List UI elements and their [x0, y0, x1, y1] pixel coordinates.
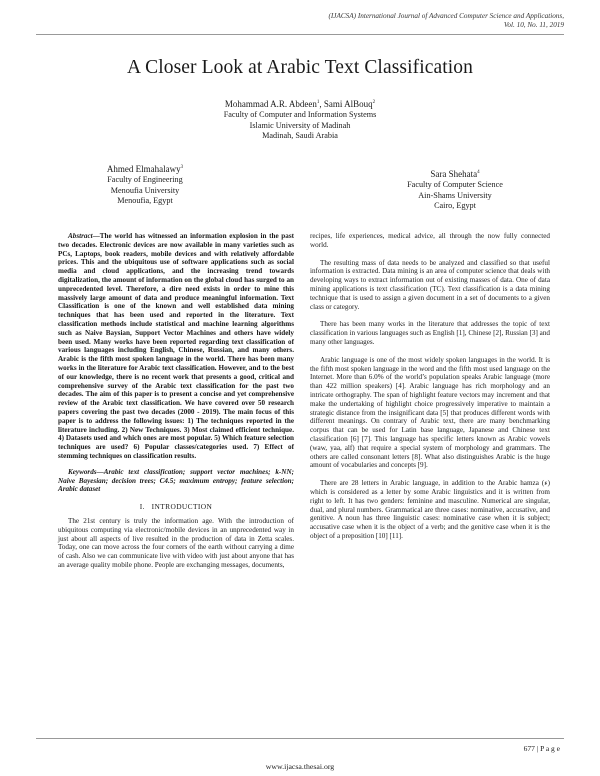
author-sup-4: 4: [477, 170, 480, 175]
author-name-3: Ahmed Elmahalawy: [106, 164, 181, 174]
affiliation-line: Faculty of Engineering: [107, 175, 183, 184]
footer-rule: [36, 738, 564, 739]
right-paragraph-2: There has been many works in the literature that addresses the topic of text classification in various languages such as English [1], Chinese [2], Russian [3] and many other languages.: [310, 320, 550, 346]
right-column: [310, 232, 550, 541]
right-paragraph-0: recipes, life experiences, medical advice, all through the now fully connected world.: [310, 232, 550, 249]
author-name-4: Sara Shehata: [430, 169, 478, 179]
section-number: I.: [139, 502, 145, 512]
keywords: Keywords—Arabic text classification; support vector machines; k-NN; Naive Bayesian; decision trees; C4.5; maximum entropy; feature selection; Arabic dataset: [58, 467, 294, 494]
affiliation-line: Faculty of Computer and Information Systems: [223, 110, 377, 119]
journal-header: [329, 12, 564, 30]
affiliation-line: Menoufia, Egypt: [117, 196, 173, 205]
paper-title: A Closer Look at Arabic Text Classification: [127, 57, 473, 78]
author-sup-3: 3: [180, 165, 184, 170]
affiliation-line: Islamic University of Madinah: [249, 120, 351, 130]
author-sup-1: 1: [316, 100, 320, 105]
author-name-4-line: [370, 168, 540, 180]
author-name-1: Mohammad A.R. Abdeen: [224, 99, 317, 109]
intro-paragraph-1: The 21st century is truly the information age. With the introduction of ubiquitous computing via electronic/mobile devices in an unprecedented way in just about all aspects of live resulted in the production of data in Zetta scales. Today, one can move across the four corners of the earth without carrying a dime of cash. Also we can communicate live with video with just about anyone that has an average quality mobile phone. People are exchanging messages, documents,: [58, 516, 294, 569]
abstract: [58, 232, 294, 461]
affiliation-line: Menoufia University: [110, 185, 180, 195]
author-block-right: [370, 168, 540, 212]
journal-header-line1: (IJACSA) International Journal of Advanced Computer Science and Applications,: [328, 12, 564, 20]
section-heading: [58, 503, 294, 512]
author-block-main: [0, 98, 600, 142]
author-name-2: , Sami AlBouq: [319, 99, 373, 109]
author-block-left: [60, 163, 230, 207]
abstract-lead: Abstract: [68, 232, 93, 240]
right-paragraph-1: The resulting mass of data needs to be analyzed and classified so that useful information is extracted. Data mining is an area of computer science that deals with developing ways to extract information out of existing masses of data. One of data mining applications is text classification (TC). Text classification is a data mining technique that is used to assign a given document in a set of documents to a given class or category.: [310, 258, 550, 311]
affiliation-line: Ain-Shams University: [418, 190, 492, 200]
affiliation-line: Faculty of Computer Science: [407, 180, 503, 189]
author-name-3-line: [60, 163, 230, 175]
header-rule: [36, 34, 564, 35]
abstract-text: —The world has witnessed an information explosion in the past two decades. Electronic devices are now available in many varieties such as PCs, Laptops, book readers, mobile devices and with relatively affordable prices. This and the ubiquitous use of software applications such as social media and cloud applications, and the increasing trend towards digitalization, the amount of information on the global cloud has surged to an unprecedented level. Therefore, a dire need exists in order to mine this massively large amount of data and produce meaningful information. Text Classification is one of the known and well established data mining techniques that has been used and reported in the literature. Text classification methods include statistical and machine learning algorithms such as Naive Baysian, Support Vector Machines and others have widely been used. Many works have been reported regarding text classification of various languages including English, Chinese, Russian, and many others. Arabic is the fifth most spoken language in the world. There has been many works in the literature for Arabic text classification. However, and to the best of our knowledge, there is no recent work that presents a good, critical and comprehensive survey of the Arabic text classification for the past two decades. The aim of this paper is to present a concise and yet comprehensive review of the Arabic text classification. We have covered over 50 research papers covering the past two decades (2000 - 2019). The main focus of this paper is to address the following issues: 1) The techniques reported in the literature including. 2) New Techniques. 3) Most claimed efficient technique. 4) Datasets used and which ones are most popular. 5) Which feature selection techniques are used? 6) Popular classes/categories used. 7) Effect of stemming techniques on classification results.: [58, 232, 294, 460]
journal-url: www.ijacsa.thesai.org: [265, 762, 335, 771]
left-column: [58, 232, 294, 570]
author-names: [0, 98, 600, 110]
author-sup-2: 2: [372, 100, 376, 105]
journal-header-line2: Vol. 10, No. 11, 2019: [503, 21, 564, 29]
affiliation-line: Madinah, Saudi Arabia: [262, 131, 338, 140]
affiliation-line: Cairo, Egypt: [434, 201, 476, 210]
right-paragraph-4: There are 28 letters in Arabic language, in addition to the Arabic hamza (ء) which is considered as a letter by some Arabic linguistics and it is written from right to left. It has two genders: feminine and masculine. Numerical are singular, dual, and plural numbers. Grammatical are three cases: nominative, accusative, and genitive. A noun has three linguistic cases: nominative case when it is subject; accusative case when it is the object of a verb; and the genitive case when it is the object of a preposition [10] [11].: [310, 479, 550, 540]
section-title: INTRODUCTION: [151, 502, 213, 512]
right-paragraph-3: Arabic language is one of the most widely spoken languages in the world. It is the fifth most spoken language in the word and the fifth most used language on the Internet. More than 6.0% of the world’s population speaks Arabic language (more than 422 million speakers) [4]. Arabic language has rich morphology and an intricate orthography. The span of highlight feature vectors may increment and that make the undertaking of highlight choice progressively imperative to maintain a strategic distance from the insignificant data [5] that produces different words with different meanings. On contrary of Arabic text, there are many benchmarking corpus that can be used for Latin base language, Japanese and Chinese text classification [6] [7]. This language has specific letters known as Arabic vowels (waw, yaa, alf) that require a special system of morphology and grammars. The others are called consonant letters [8]. What also distinguishes Arabic is the huge amount of vocabularies and concepts [9].: [310, 355, 550, 470]
page-number: 677 | P a g e: [523, 744, 560, 753]
